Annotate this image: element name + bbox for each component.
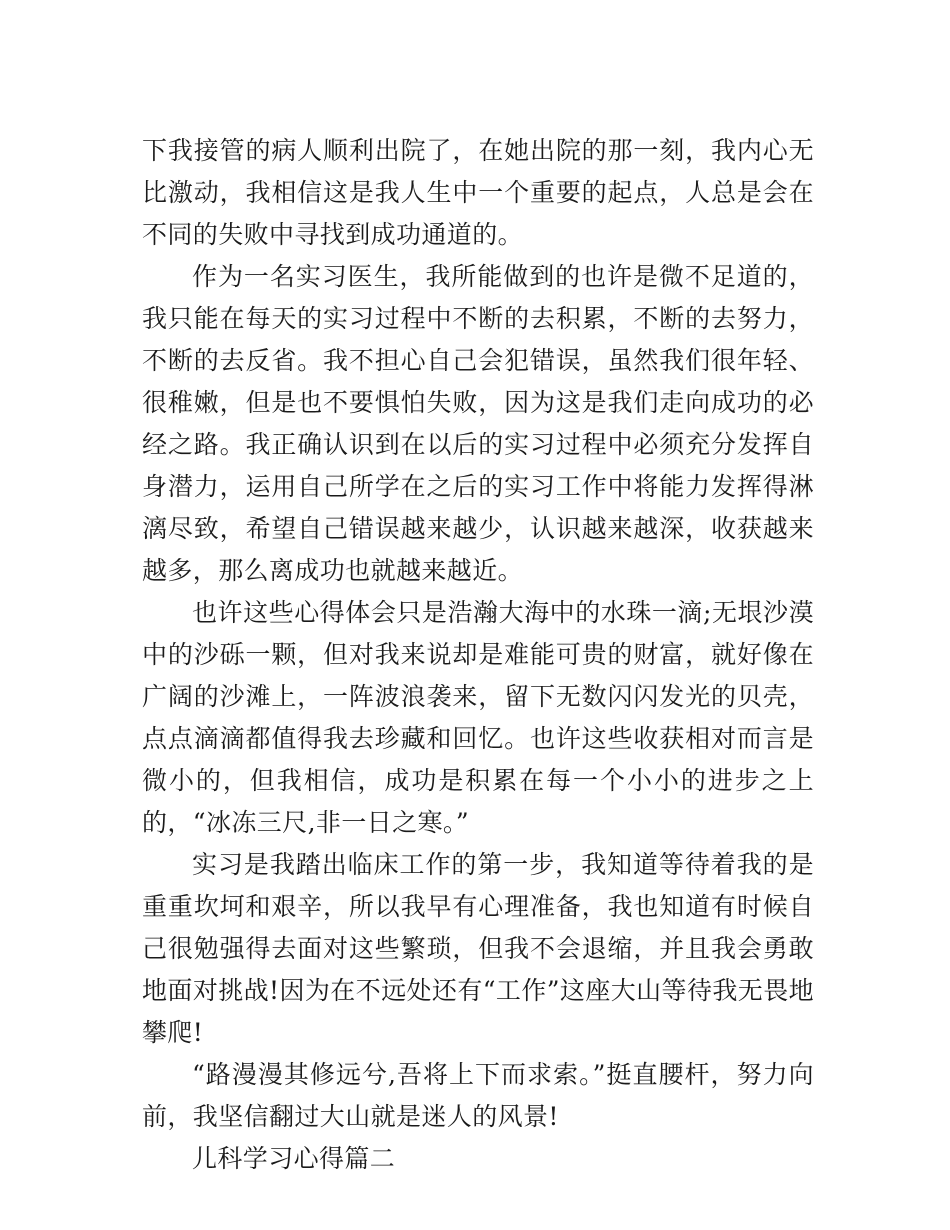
paragraph-first-step: 实习是我踏出临床工作的第一步，我知道等待着我的是重重坎坷和艰辛，所以我早有心理准备，我也知道有时候自己很勉强得去面对这些繁琐，但我不会退缩，并且我会勇敢地面对挑战!因为在不远处还有“工作”这座大山等待我无畏地攀爬!: [142, 850, 814, 1047]
section-heading: 儿科学习心得篇二: [192, 1144, 396, 1173]
paragraph-quote: “路漫漫其修远兮,吾将上下而求索。”挺直腰杆，努力向前，我坚信翻过大山就是迷人的风景!: [142, 1060, 814, 1131]
paragraph-continued: 下我接管的病人顺利出院了，在她出院的那一刻，我内心无比激动，我相信这是我人生中一个重要的起点，人总是会在不同的失败中寻找到成功通道的。: [142, 136, 814, 249]
document-body: [142, 130, 814, 1180]
paragraph-intern-doctor: 作为一名实习医生，我所能做到的也许是微不足道的，我只能在每天的实习过程中不断的去积累，不断的去努力，不断的去反省。我不担心自己会犯错误，虽然我们很年轻、很稚嫩，但是也不要惧怕失败，因为这是我们走向成功的必经之路。我正确认识到在以后的实习过程中必须充分发挥自身潜力，运用自己所学在之后的实习工作中将能力发挥得淋漓尽致，希望自己错误越来越少，认识越来越深，收获越来越多，那么离成功也就越来越近。: [142, 262, 814, 585]
paragraph-reflections: 也许这些心得体会只是浩瀚大海中的水珠一滴;无垠沙漠中的沙砾一颗，但对我来说却是难能可贵的财富，就好像在广阔的沙滩上，一阵波浪袭来，留下无数闪闪发光的贝壳，点点滴滴都值得我去珍藏和回忆。也许这些收获相对而言是微小的，但我相信，成功是积累在每一个小小的进步之上的，“冰冻三尺,非一日之寒。”: [142, 598, 814, 837]
